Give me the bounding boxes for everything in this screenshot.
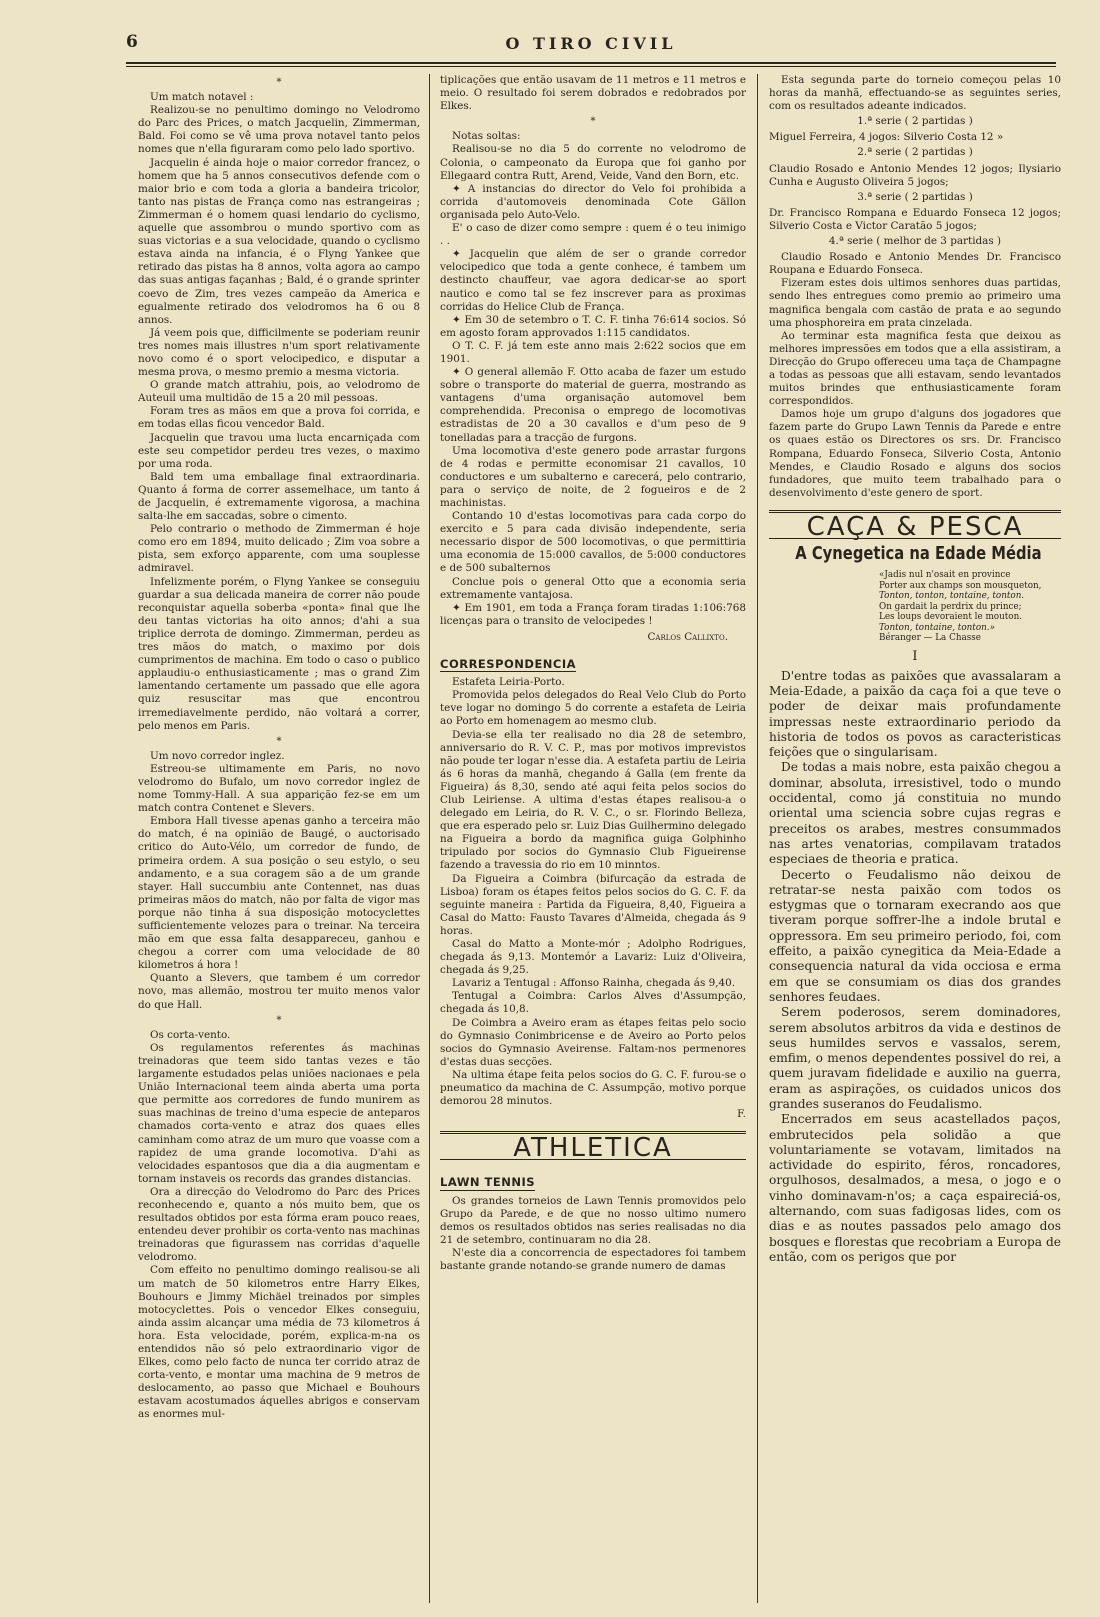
article-heading: Um match notavel : bbox=[150, 91, 254, 104]
paragraph: Damos hoje um grupo d'alguns dos jogadores que fazem parte do Grupo Lawn Tennis da Parede e entre os quaes estão os Directores os srs. Dr. Francisco Rompana, Eduardo Fonseca, Silverio Costa, Antonio Mendes, e Claudio Rosado e alguns dos socios fundadores, que muito teem trabalhado para o desenvolvimento d'este genero de sport. bbox=[769, 408, 1061, 499]
paragraph: Encerrados em seus acastellados paços, embrutecidos pela solidão a que voluntariamente se votavam, limitados na actividade do espirito, féros, roncadores, orgulhosos, desalmados, a mesa, o jogo e o vinho dominavam-n'os; a caça espaireciá-os, alternando, com suas fadigosas lides, com os dias e as noutes passados pelo amago dos bosques e florestas que recobriam a Europa de então, com os perigos que por bbox=[769, 1112, 1061, 1264]
paragraph: Ao terminar esta magnifica festa que deixou as melhores impressões em todos que a ella assistiram, a Direcção do Grupo offereceu uma taça de Champagne a todas as pessoas que alli estavam, sendo levantados muitos brindes que enthusiasticamente foram correspondidos. bbox=[769, 329, 1061, 408]
column-divider bbox=[757, 74, 758, 1603]
article-title: A Cynegetica na Edade Média bbox=[795, 543, 1042, 564]
epigraph-line: Les loups devoraient le mouton. bbox=[879, 612, 1023, 623]
paragraph: tiplicações que então usavam de 11 metros e 11 metros e meio. O resultado foi serem dobrados e redobrados por Elkes. bbox=[440, 74, 746, 113]
paragraph: Já veem pois que, difficilmente se poderiam reunir tres nomes mais illustres n'um sport relativamente novo como é o sport velocipedico, e disputar a mesma prova, o mesmo premio a mesma victoria. bbox=[138, 326, 420, 379]
paragraph: E' o caso de dizer como sempre : quem é o teu inimigo . . bbox=[440, 222, 746, 248]
paragraph: Pelo contrario o methodo de Zimmerman é hoje como ero em 1894, muito delicado ; Zim voa sobre a pista, sem exforço apparente, com uma souplesse admiravel. bbox=[138, 523, 420, 575]
paragraph: Claudio Rosado e Antonio Mendes Dr. Francisco Roupana e Eduardo Fonseca. bbox=[769, 251, 1061, 277]
epigraph-attribution: Béranger — La Chasse bbox=[879, 633, 981, 644]
separator-star: * bbox=[276, 735, 282, 747]
paragraph: Decerto o Feudalismo não deixou de retratar-se nesta paixão com todos os estygmas que o tornaram execrando aos que tiveram porque soffrer-lhe a indole brutal e oppressora. Em seu primeiro periodo, foi, com effeito, a paixão cynegitica da Meia-Edade a consequencia natural da vida occiosa e erma em que se consumiam os dias dos grandes senhores feudaes. bbox=[769, 867, 1061, 1004]
paragraph: ✦ O general allemão F. Otto acaba de fazer um estudo sobre o transporte do material de guerra, mostrando as vantagens d'uma organisação automovel bem comprehendida. Preconisa o emprego de locomotivas estradistas de 20 a 30 cavallos e d'um peso de 9 tonelladas para a tracção de furgons. bbox=[440, 366, 746, 444]
page-header bbox=[126, 30, 1056, 60]
paragraph: Quanto a Slevers, que tambem é um corredor novo, mas allemão, mostrou ter muito menos valor do que Hall. bbox=[138, 972, 420, 1011]
paragraph: Estreou-se ultimamente em Paris, no novo velodromo do Bufalo, um novo corredor inglez de nome Tommy-Hall. A sua apparição fez-se em um match contra Contenet e Slevers. bbox=[138, 762, 420, 815]
section-banner-athletica bbox=[440, 1131, 746, 1164]
section-title-caca-pesca: CAÇA & PESCA bbox=[806, 511, 1024, 542]
column-divider bbox=[429, 74, 430, 1603]
paragraph: Conclue pois o general Otto que a economia seria extremamente vantajosa. bbox=[440, 575, 746, 601]
paragraph: Devia-se ella ter realisado no dia 28 de setembro, anniversario do R. V. C. P., mas por motivos imprevistos não poude ter logar n'esse dia. A estafeta partiu de Leiria ás 6 horas da manhã, chegando á Galla (em frente da Figueira) ás 8,30, sendo até aqui feita pelos socios do Club Leiriense. A ultima d'estas étapes realisou-a o delegado em Leiria, do R. V. C., o sr. Florindo Belleza, que era esperado pelo sr. Luiz Dias Guilhermino delegado na Figueira a bordo da magnifica guiga Golphinho tripulado por socios do Gymnasio Club Figueirense fazendo a travessia do rio em 10 minntos. bbox=[440, 728, 746, 872]
paragraph: Ora a direcção do Velodromo do Parc des Prices reconhecendo e, quanto a nós muito bem, que os resultados obtidos por esta fórma eram pouco reaes, entendeu dever prohibir os corta-vento nas machinas treinadoras que figurassem nas corridas d'aquelle velodromo. bbox=[138, 1185, 420, 1264]
journal-title: O TIRO CIVIL bbox=[505, 34, 677, 53]
paragraph: Realisou-se no dia 5 do corrente no velodromo de Colonia, o campeonato da Europa que foi ganho por Ellegaard contra Rutt, Arend, Veide, Vand den Born, etc. bbox=[440, 143, 746, 182]
paragraph: Os grandes torneios de Lawn Tennis promovidos pelo Grupo da Parede, e de que no nosso ultimo numero demos os resultados obtidos nas series realisadas no dia 21 de setembro, continuaram no dia 28. bbox=[440, 1194, 746, 1246]
paragraph: Tentugal a Coimbra: Carlos Alves d'Assumpção, chegada ás 10,8. bbox=[440, 990, 746, 1016]
epigraph-line: Tonton, tontaine, tonton.» bbox=[879, 622, 995, 633]
separator-star: * bbox=[276, 1014, 282, 1026]
paragraph: O grande match attrahiu, pois, ao velodromo de Auteuil uma multidão de 15 a 20 mil pessoas. bbox=[138, 379, 420, 405]
paragraph: Embora Hall tivesse apenas ganho a terceira mão do match, é na opinião de Baugé, o auctorisado critico do Auto-Vélo, um corredor de fundo, de primeira ordem. A sua posição o seu estylo, o seu andamento, e a sua coragem são a de um grande stayer. Hall succumbiu ante Contennet, nas duas primeiras mãos do match, não por falta de vigor mas porque não tinha á sua disposição motocyclettes sufficientemente velozes para o treinar. Na terceira mão em que essa falta desappareceu, ganhou e chegou a correr com uma velocidade de 80 kilometros á hora ! bbox=[138, 815, 420, 972]
series-heading: 3.ª serie ( 2 partidas ) bbox=[857, 190, 973, 203]
series-heading: 2.ª serie ( 2 partidas ) bbox=[857, 146, 973, 159]
paragraph: Com effeito no penultimo domingo realisou-se ali um match de 50 kilometros entre Harry Elkes, Bouhours e Jimmy Michäel treinados por simples motocyclettes. Pois o vencedor Elkes conseguiu, ainda assim alcançar uma média de 73 kilometros á hora. Esta velocidade, porém, explica-m-na os entendidos não só pelo extraordinario vigor de Elkes, como pelo facto de nunca ter corrido atraz de corta-vento, e montar uma machina de 9 metros de deslocamento, ao passo que Michael e Bouhours estavam acostumados áquelles abrigos e conservam as enormes mul- bbox=[138, 1264, 420, 1421]
paragraph: Realizou-se no penultimo domingo no Velodromo do Parc des Prices, o match Jacquelin, Zimmerman, Bald. Foi como se vê uma prova notavel tanto pelos nomes que n'ella figuraram como pelo lado sportivo. bbox=[138, 104, 420, 156]
paragraph: Uma locomotiva d'este genero pode arrastar furgons de 4 rodas e permitte economisar 21 cavallos, 10 conductores e um subalterno e carecerá, pelo contrario, para o serviço de noite, de 2 fogueiros e de 2 machinistas. bbox=[440, 444, 746, 509]
paragraph: De Coimbra a Aveiro eram as étapes feitas pelo socio do Gymnasio Conimbricense e de Aveiro ao Porto pelos socios do Gymnasio Aveirense. Faltam-nos permenores d'estas duas secções. bbox=[440, 1016, 746, 1068]
paragraph: Lavariz a Tentugal : Affonso Rainha, chegada ás 9,40. bbox=[452, 977, 736, 990]
article-heading: Um novo corredor inglez. bbox=[150, 749, 285, 762]
section-title-correspondencia: CORRESPONDENCIA bbox=[440, 657, 577, 672]
subsection-title-lawn-tennis: LAWN TENNIS bbox=[440, 1175, 536, 1190]
epigraph-line: Tonton, tonton, tontaine, tonton. bbox=[879, 591, 1025, 602]
paragraph: Da Figueira a Coimbra (bifurcação da estrada de Lisboa) foram os étapes feitos pelos socios do G. C. F. da seguinte maneira : Partida da Figueira, 8,40, Figueira a Casal do Matto: Fausto Tavares d'Almeida, chegada ás 9 horas. bbox=[440, 872, 746, 937]
paragraph: Promovida pelos delegados do Real Velo Club do Porto teve logar no domingo 5 do corrente a estafeta de Leiria ao Porto em homenagem ao mesmo club. bbox=[440, 689, 746, 728]
paragraph: ✦ Em 30 de setembro o T. C. F. tinha 76:614 socios. Só em agosto foram approvados 1:115 candidatos. bbox=[440, 313, 746, 339]
paragraph: N'este dia a concorrencia de espectadores foi tambem bastante grande notando-se grande numero de damas bbox=[440, 1246, 746, 1272]
paragraph: ✦ Em 1901, em toda a França foram tiradas 1:106:768 licenças para o transito de velocipedes ! bbox=[440, 601, 746, 627]
column-3 bbox=[769, 74, 1061, 1603]
section-banner-caca-pesca bbox=[769, 510, 1061, 542]
paragraph: Os regulamentos referentes ás machinas treinadoras que teem sido tantas vezes e tão largamente estudados pelas uniões nacionaes e pela União Internacional teem ainda aberta uma porta que permitte aos corredores de fundo munirem as suas machinas de treino d'uma especie de anteparos chamados corta-vento e atraz dos quaes elles caminham como atraz de um muro que voasse com a rapidez de uma grande locomotiva. D'ahi as velocidades espantosos que dia a dia augmentam e tornam instaveis os records das grandes distancias. bbox=[138, 1041, 420, 1185]
paragraph: Infelizmente porém, o Flyng Yankee se conseguiu guardar a sua delicada maneira de correr não poude reconquistar aquella soberba «ponta» final que lhe deu tantas victorias ha oito annos; d'ahi a sua triplice derrota de domingo. Zimmerman, perdeu as tres mãos do match, o maximo por dois cumprimentos de machina. Em todo o caso o publico applaudiu-o enthusiasticamente ; mas o grand Zim lamentando certamente um passado que elle agora quiz resuscitar mas que encontrou irremediavelmente perdido, não voltará a correr, pelo menos em Paris. bbox=[138, 575, 420, 732]
paragraph: Esta segunda parte do torneio começou pelas 10 horas da manhã, effectuando-se as seguintes series, com os resultados adeante indicados. bbox=[769, 74, 1061, 113]
column-2 bbox=[440, 74, 746, 1603]
paragraph: O T. C. F. já tem este anno mais 2:622 socios que em 1901. bbox=[440, 339, 746, 365]
series-result: Miguel Ferreira, 4 jogos: Silverio Costa 12 » bbox=[769, 131, 1004, 144]
page-number: 6 bbox=[126, 32, 138, 52]
author-signature: Carlos Callixto. bbox=[647, 630, 728, 643]
article-heading: Notas soltas: bbox=[452, 130, 521, 143]
chapter-numeral: I bbox=[912, 648, 918, 664]
paragraph: Na ultima étape feita pelos socios do G. C. F. furou-se o pneumatico da machina de C. Assumpção, motivo porque demorou 28 minutos. bbox=[440, 1068, 746, 1108]
author-initial: F. bbox=[737, 1108, 746, 1121]
separator-star: * bbox=[276, 77, 282, 88]
paragraph: Bald tem uma emballage final extraordinaria. Quanto á forma de correr assemelhace, um tanto á de Jacquelin, é extremamente vigorosa, a machina salta-lhe em saccadas, sobre o cimento. bbox=[138, 470, 420, 523]
section-title-athletica: ATHLETICA bbox=[513, 1133, 673, 1164]
column-1 bbox=[138, 74, 420, 1603]
paragraph: Casal do Matto a Monte-mór ; Adolpho Rodrigues, chegada ás 9,13. Montemór a Lavariz: Luiz d'Oliveira, chegada ás 9,25. bbox=[440, 938, 746, 977]
epigraph bbox=[879, 570, 1061, 644]
article-heading: Os corta-vento. bbox=[150, 1028, 231, 1041]
series-heading: 4.ª serie ( melhor de 3 partidas ) bbox=[828, 235, 1002, 248]
paragraph: ✦ Jacquelin que além de ser o grande corredor velocipedico que toda a gente conhece, é tambem um destincto chauffeur, vae agora dedicar-se ao sport nautico e como tal se fez inscrever para as proximas corridas do Helice Club de França. bbox=[440, 248, 746, 313]
article-heading: Estafeta Leiria-Porto. bbox=[452, 676, 565, 689]
series-result: Dr. Francisco Rompana e Eduardo Fonseca 12 jogos; Silverio Costa e Victor Caratão 5 jogos; bbox=[769, 206, 1061, 232]
paragraph: Serem poderosos, serem dominadores, serem absolutos arbitros da vida e destinos de seus humildes servos e vassalos, serem, emfim, o menos dependentes possivel do rei, a quem juravam fidelidade e auxilio na guerra, eram as aspirações, os cuidados unicos dos grandes suseranos do Feudalismo. bbox=[769, 1005, 1061, 1111]
paragraph: Fizeram estes dois ultimos senhores duas partidas, sendo lhes entregues como premio ao primeiro uma magnifica bengala com castão de prata e ao segundo uma phosphoreira em prata cinzelada. bbox=[769, 277, 1061, 329]
paragraph: Contando 10 d'estas locomotivas para cada corpo do exercito e 5 para cada divisão independente, seria necessario dispor de 500 locomotivas, o que permittiria uma economia de 15:000 cavallos, de 5:000 conductores e de 500 subalternos bbox=[440, 510, 746, 575]
paragraph: Foram tres as mãos em que a prova foi corrida, e em todas ellas ficou vencedor Bald. bbox=[138, 405, 420, 431]
separator-star: * bbox=[590, 116, 596, 128]
paragraph: Jacquelin é ainda hoje o maior corredor francez, o homem que ha 5 annos consecutivos defende com o maior brio e com toda a gloria a bandeira tricolor, tanto nas pistas de França como nas estrangeiras ; Zimmerman é o homem quasi lendario do cyclismo, aquelle que assombrou o mundo sportivo com as suas victorias e a sua velocidade, quando o cyclismo estava ainda na infancia, é o Flyng Yankee que retirado das pistas ha 8 annos, volta agora ao campo das suas antigas façanhas ; Bald, é o grande sprinter coevo de Zim, tres vezes campeão da America e egualmente retirado dos velodromos ha 6 ou 8 annos. bbox=[138, 156, 420, 326]
series-result: Claudio Rosado e Antonio Mendes 12 jogos; Ilysiario Cunha e Augusto Oliveira 5 jogos; bbox=[769, 162, 1061, 188]
series-heading: 1.ª serie ( 2 partidas ) bbox=[857, 115, 973, 128]
header-rule bbox=[126, 62, 1056, 64]
paragraph: De todas a mais nobre, esta paixão chegou a dominar, absoluta, irresistivel, todo o mundo occidental, como já constituia no mundo oriental uma sciencia sobre cujas regras e preceitos os arabes, mestres consummados nas artes venatorias, compilavam tratados especiaes de theoria e pratica. bbox=[769, 760, 1061, 867]
paragraph: ✦ A instancias do director do Velo foi prohibida a corrida d'automoveis denominada Cote Gällon organisada pelo Auto-Velo. bbox=[440, 182, 746, 221]
epigraph-line: «Jadis nul n'osait en province bbox=[879, 570, 1011, 581]
epigraph-line: On gardait la perdrix du prince; bbox=[879, 601, 1022, 612]
header-rule-thin bbox=[126, 66, 1056, 67]
paragraph: Jacquelin que travou uma lucta encarniçada com este seu competidor perdeu tres vezes, o maximo por uma roda. bbox=[138, 431, 420, 470]
paragraph: D'entre todas as paixões que avassalaram a Meia-Edade, a paixão da caça foi a que teve o poder de deixar mais profundamente impressas neste extraordinario periodo da historia de todos os povos as caracteristicas feições que o singularisam. bbox=[769, 668, 1061, 760]
epigraph-line: Porter aux champs son mousqueton, bbox=[879, 580, 1042, 591]
